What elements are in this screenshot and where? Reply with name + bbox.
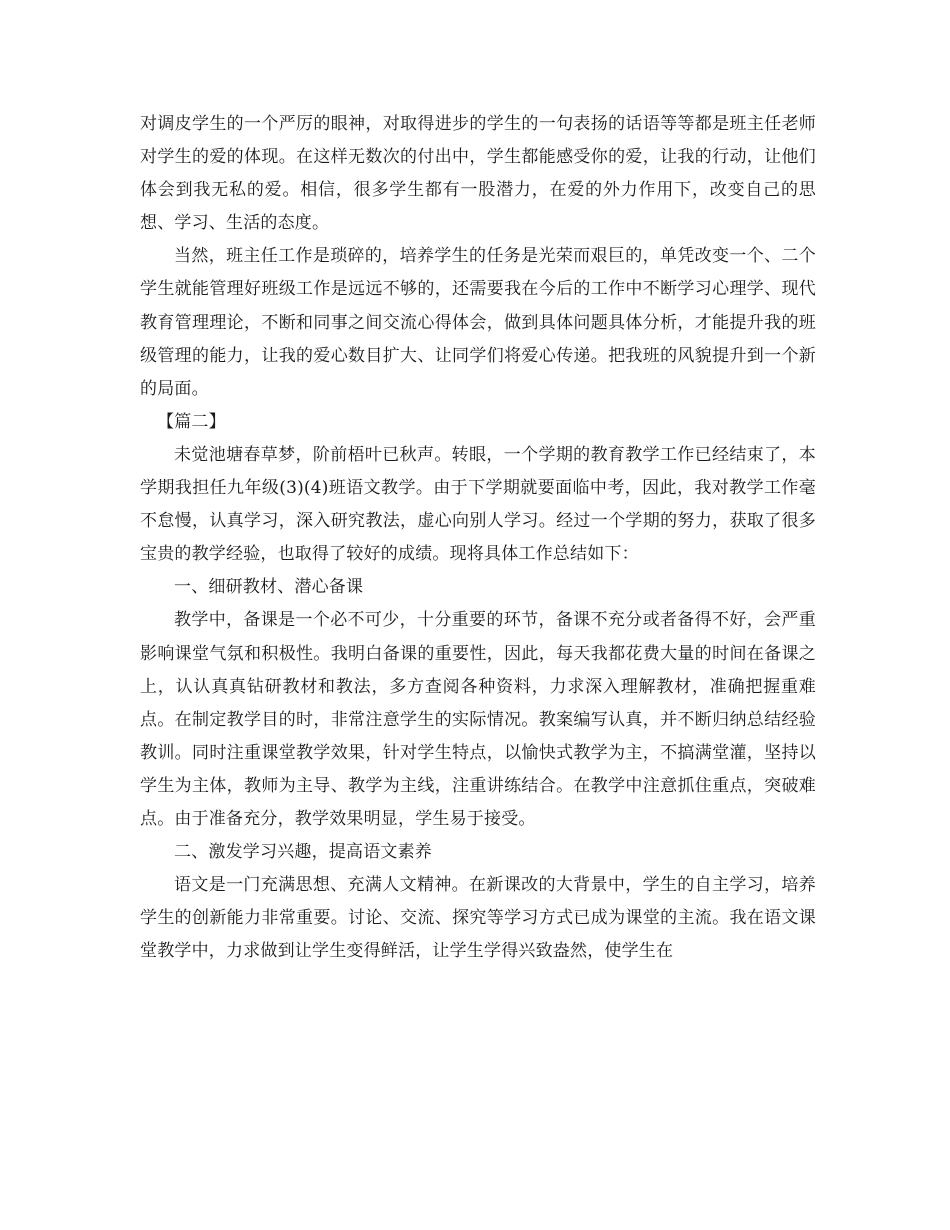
paragraph-interest: 语文是一门充满思想、充满人文精神。在新课改的大背景中，学生的自主学习，培养学生的创新能力非常重要。讨论、交流、探究等学习方式已成为课堂的主流。我在语文课堂教学中，力求做到让学生变得鲜活，让学生学得兴致盎然，使学生在 bbox=[140, 875, 816, 962]
document-body bbox=[140, 108, 816, 968]
paragraph-class-management: 当然，班主任工作是琐碎的，培养学生的任务是光荣而艰巨的，单凭改变一个、二个学生就能管理好班级工作是远远不够的，还需要我在今后的工作中不断学习心理学、现代教育管理理论，不断和同事之间交流心得体会，做到具体问题具体分析，才能提升我的班级管理的能力，让我的爱心数目扩大、让同学们将爱心传递。把我班的风貌提升到一个新的局面。 bbox=[140, 246, 816, 399]
paragraph-semester-intro: 未觉池塘春草梦，阶前梧叶已秋声。转眼，一个学期的教育教学工作已经结束了，本学期我担任九年级(3)(4)班语文教学。由于下学期就要面临中考，因此，我对教学工作毫不怠慢，认真学习，深入研究教法，虚心向别人学习。经过一个学期的努力，获取了很多宝贵的教学经验，也取得了较好的成绩。现将具体工作总结如下： bbox=[140, 444, 816, 565]
section-title-interest: 二、激发学习兴趣，提高语文素养 bbox=[174, 842, 432, 863]
paragraph-continuation: 对调皮学生的一个严厉的眼神，对取得进步的学生的一句表扬的话语等等都是班主任老师对学生的爱的体现。在这样无数次的付出中，学生都能感受你的爱，让我的行动，让他们体会到我无私的爱。相信，很多学生都有一股潜力，在爱的外力作用下，改变自己的思想、学习、生活的态度。 bbox=[140, 114, 816, 234]
paragraph-lesson-prep: 教学中，备课是一个必不可少，十分重要的环节，备课不充分或者备得不好，会严重影响课堂气氛和积极性。我明白备课的重要性，因此，每天我都花费大量的时间在备课之上，认认真真钻研教材和教法，多方查阅各种资料，力求深入理解教材，准确把握重难点。在制定教学目的时，非常注意学生的实际情况。教案编写认真，并不断归纳总结经验教训。同时注重课堂教学效果，针对学生特点，以愉快式教学为主，不搞满堂灌，坚持以学生为主体，教师为主导、教学为主线，注重讲练结合。在教学中注意抓住重点，突破难点。由于准备充分，教学效果明显，学生易于接受。 bbox=[140, 610, 816, 829]
chapter-heading: 【篇二】 bbox=[157, 411, 226, 432]
section-title-lesson-prep: 一、细研教材、潜心备课 bbox=[174, 577, 364, 598]
